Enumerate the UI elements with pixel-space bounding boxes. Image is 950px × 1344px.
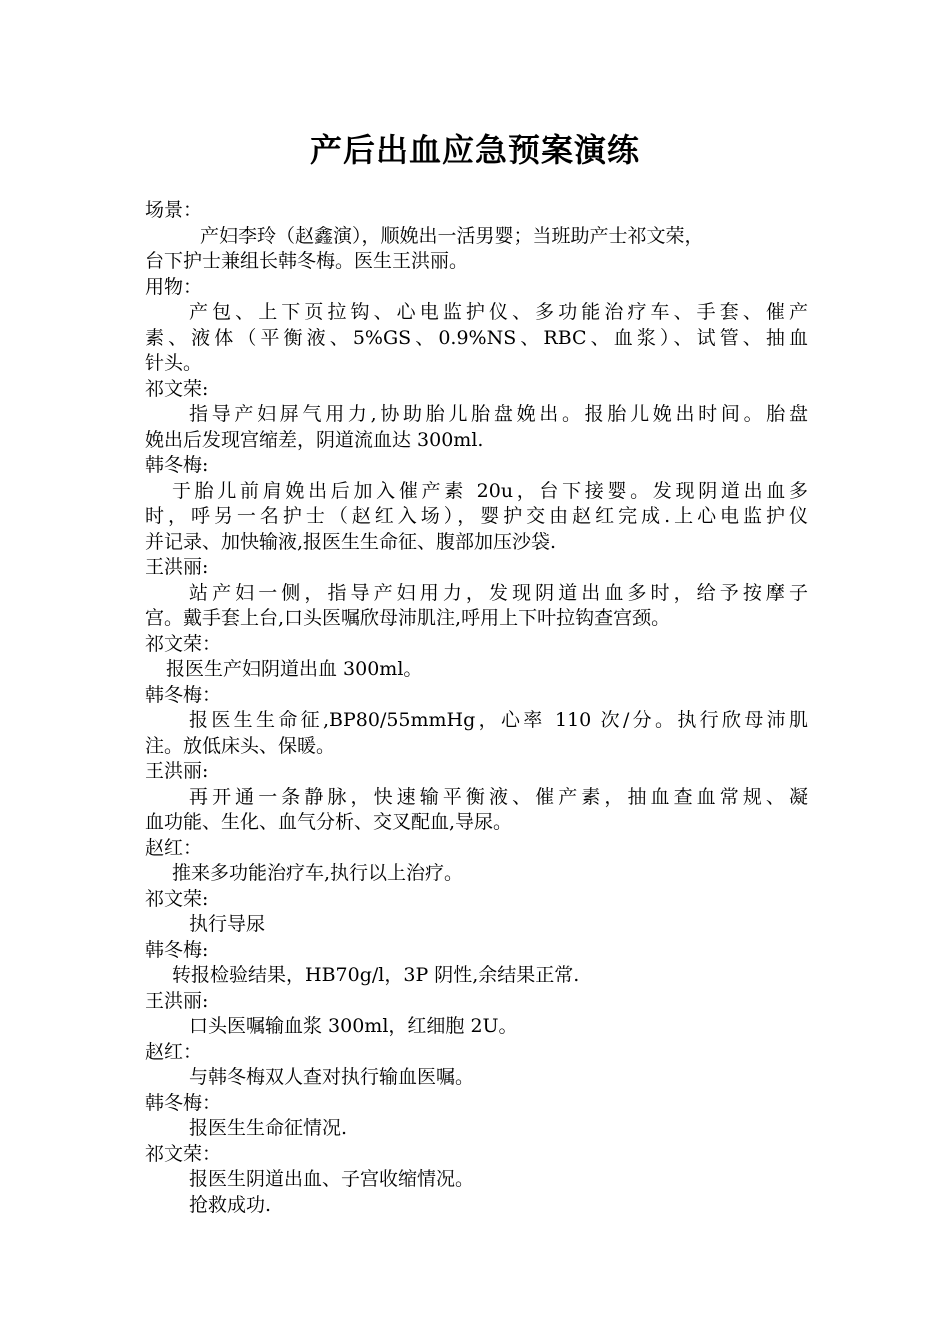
paragraph-line: 执行导尿 — [189, 913, 266, 935]
paragraph-line: 时，呼另一名护士（赵红入场），婴护交由赵红完成.上心电监护仪 — [145, 505, 808, 527]
paragraph-line: 推来多功能治疗车,执行以上治疗。 — [172, 862, 464, 884]
paragraph-line: 报医生生命征情况. — [189, 1117, 348, 1139]
speaker-label: 祁文荣： — [145, 1142, 222, 1165]
paragraph-line: 站产妇一侧，指导产妇用力，发现阴道出血多时，给予按摩子 — [189, 581, 808, 604]
speaker-label: 韩冬梅： — [145, 683, 222, 706]
section-label: 场景： — [145, 199, 203, 221]
paragraph-line: 于胎儿前肩娩出后加入催产素 20u，台下接婴。发现阴道出血多 — [172, 479, 808, 502]
paragraph-line: 台下护士兼组长韩冬梅。医生王洪丽。 — [145, 250, 469, 272]
document-body — [145, 198, 808, 1218]
speaker-label: 祁文荣： — [145, 632, 222, 655]
paragraph-line: 与韩冬梅双人查对执行输血医嘱。 — [189, 1066, 475, 1088]
paragraph-line: 宫。戴手套上台,口头医嘱欣母沛肌注,呼用上下叶拉钩查宫颈。 — [145, 607, 671, 629]
paragraph-line: 抢救成功. — [189, 1193, 272, 1216]
speaker-label: 韩冬梅： — [145, 1091, 222, 1114]
speaker-label: 王洪丽: — [145, 556, 209, 578]
document-title: 产后出血应急预案演练 — [309, 131, 640, 169]
section-label: 用物： — [145, 275, 203, 298]
paragraph-line: 并记录、加快输液,报医生生命征、腹部加压沙袋. — [145, 530, 557, 553]
paragraph-line: 血功能、生化、血气分析、交叉配血,导尿。 — [145, 811, 513, 833]
paragraph-line: 素、液体（平衡液、5%GS、0.9%NS、RBC、血浆）、试管、抽血 — [145, 326, 808, 349]
speaker-label: 王洪丽: — [145, 989, 209, 1012]
paragraph-line: 指导产妇屏气用力,协助胎儿胎盘娩出。报胎儿娩出时间。胎盘 — [189, 403, 808, 425]
paragraph-line: 报医生产妇阴道出血 300ml。 — [166, 658, 423, 680]
paragraph-line: 产包、上下页拉钩、心电监护仪、多功能治疗车、手套、催产 — [189, 301, 808, 323]
speaker-label: 赵红： — [145, 836, 203, 859]
speaker-label: 王洪丽: — [145, 760, 209, 782]
paragraph-line: 娩出后发现宫缩差，阴道流血达 300ml. — [145, 428, 484, 451]
paragraph-line: 再开通一条静脉，快速输平衡液、催产素，抽血查血常规、凝 — [189, 785, 808, 808]
speaker-label: 韩冬梅: — [145, 938, 209, 961]
speaker-label: 祁文荣: — [145, 377, 209, 400]
paragraph-line: 针头。 — [145, 352, 203, 374]
paragraph-line: 转报检验结果，HB70g/l，3P 阴性,余结果正常. — [172, 964, 580, 986]
speaker-label: 韩冬梅: — [145, 454, 209, 476]
paragraph-line: 产妇李玲（赵鑫演），顺娩出一活男婴；当班助产士祁文荣， — [200, 224, 704, 247]
paragraph-line: 报医生阴道出血、子宫收缩情况。 — [189, 1168, 475, 1190]
speaker-label: 祁文荣: — [145, 887, 209, 910]
paragraph-line: 口头医嘱输血浆 300ml，红细胞 2U。 — [189, 1015, 518, 1037]
speaker-label: 赵红： — [145, 1040, 203, 1063]
paragraph-line: 报医生生命征,BP80/55mmHg，心率 110 次/分。执行欣母沛肌 — [189, 709, 808, 731]
paragraph-line: 注。放低床头、保暖。 — [145, 734, 336, 757]
